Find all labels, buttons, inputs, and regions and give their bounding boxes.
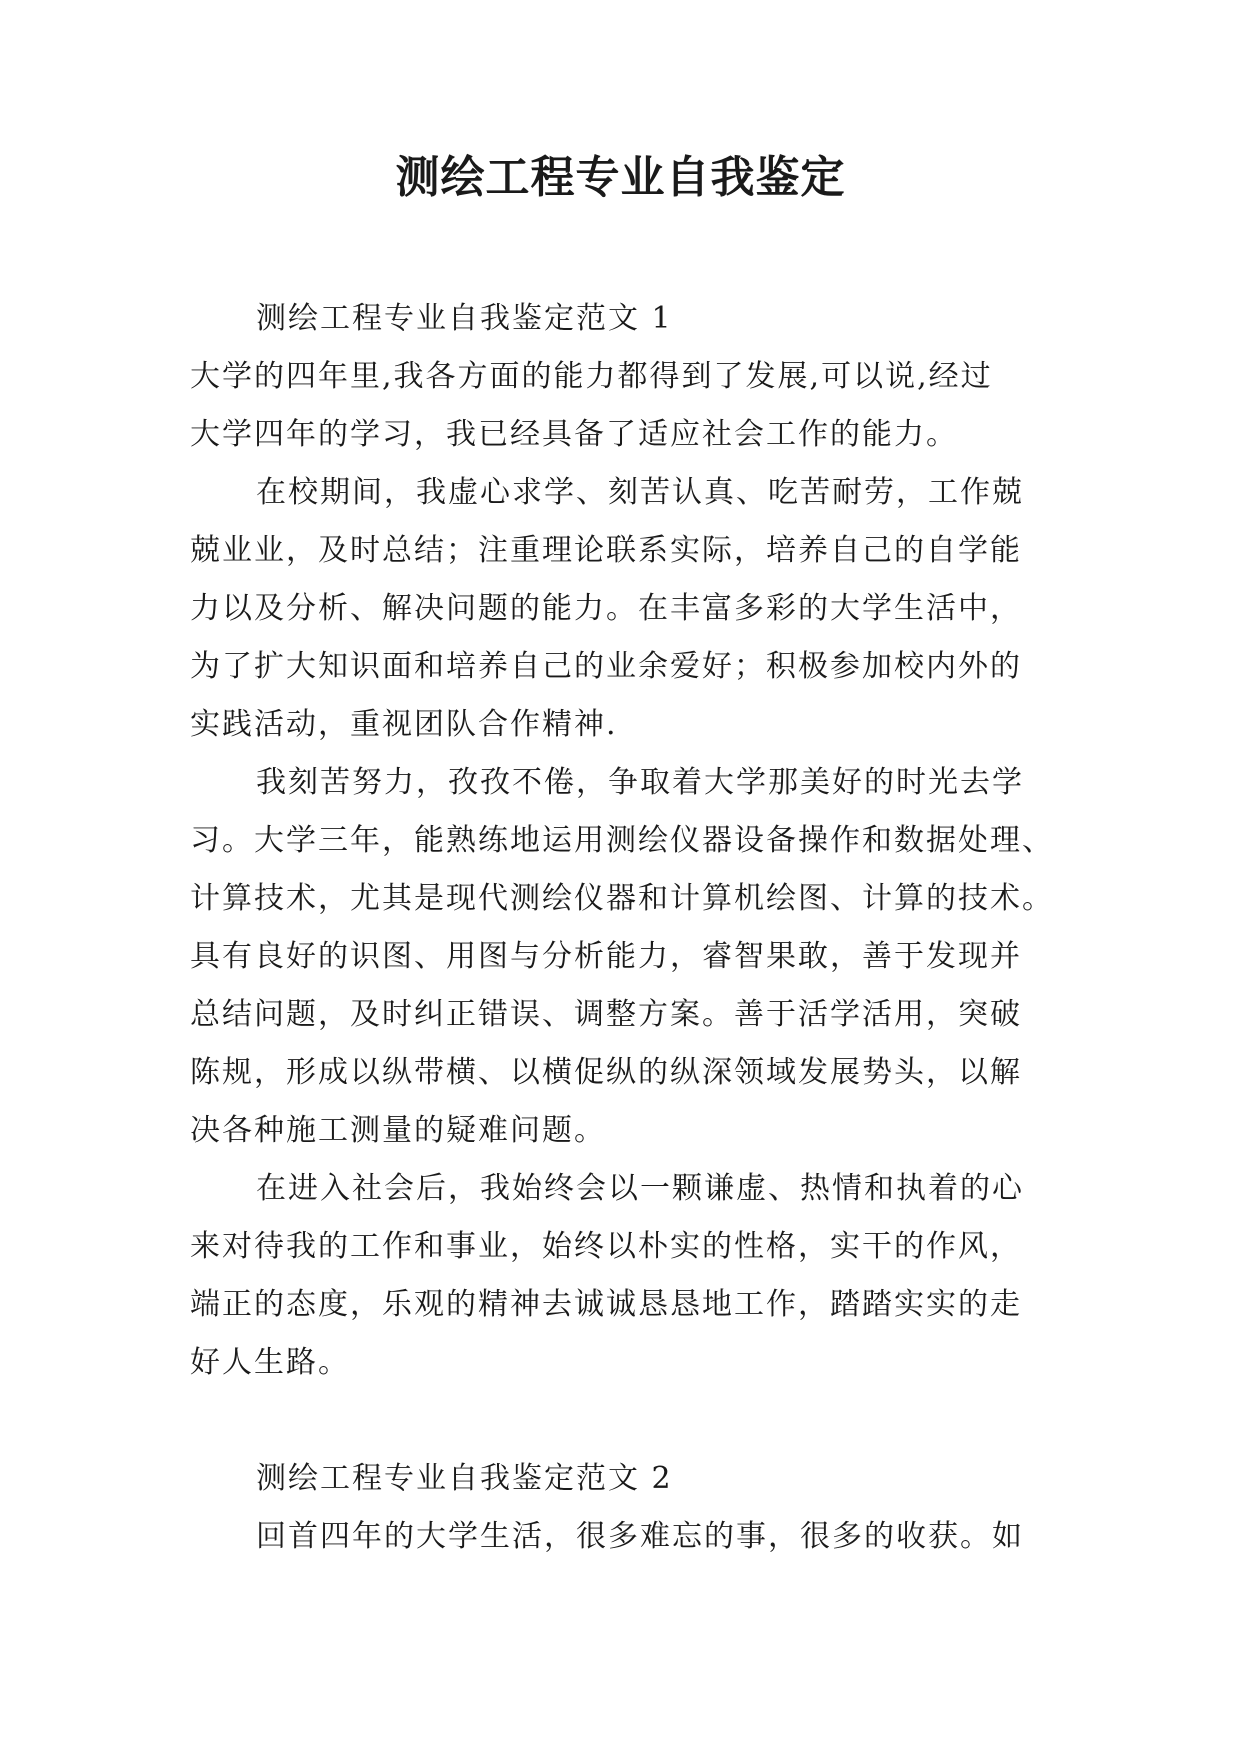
text-line: 力以及分析、解决问题的能力。在丰富多彩的大学生活中，	[190, 591, 1022, 626]
section-heading: 测绘工程专业自我鉴定范文 2	[256, 1461, 673, 1496]
text-line: 陈规，形成以纵带横、以横促纵的纵深领域发展势头，以解	[190, 1055, 1022, 1090]
text-line: 好人生路。	[190, 1345, 350, 1380]
text-line: 来对待我的工作和事业，始终以朴实的性格，实干的作风，	[190, 1229, 1022, 1264]
section-spacer	[190, 1392, 1050, 1450]
text-line: 为了扩大知识面和培养自己的业余爱好；积极参加校内外的	[190, 649, 1022, 684]
text-line: 具有良好的识图、用图与分析能力，睿智果敢，善于发现并	[190, 939, 1022, 974]
text-line: 习。大学三年，能熟练地运用测绘仪器设备操作和数据处理、	[190, 823, 1054, 858]
text-line: 端正的态度，乐观的精神去诚诚恳恳地工作，踏踏实实的走	[190, 1287, 1022, 1322]
document-body	[190, 290, 1054, 1566]
paragraph-4	[190, 1160, 1050, 1392]
section-heading: 测绘工程专业自我鉴定范文 1	[256, 301, 673, 336]
paragraph-1	[190, 348, 1050, 464]
section-1	[190, 290, 1054, 1392]
text-line: 在进入社会后，我始终会以一颗谦虚、热情和执着的心	[256, 1171, 1024, 1206]
text-line: 总结问题，及时纠正错误、调整方案。善于活学活用，突破	[190, 997, 1022, 1032]
text-line: 决各种施工测量的疑难问题。	[190, 1113, 606, 1148]
text-line: 在校期间，我虚心求学、刻苦认真、吃苦耐劳，工作兢	[256, 475, 1024, 510]
text-line: 兢业业，及时总结；注重理论联系实际，培养自己的自学能	[190, 533, 1022, 568]
section-2	[190, 1450, 1050, 1566]
text-line: 大学的四年里,我各方面的能力都得到了发展,可以说,经过	[190, 359, 993, 394]
text-line: 大学四年的学习，我已经具备了适应社会工作的能力。	[190, 417, 958, 452]
document-title: 测绘工程专业自我鉴定	[395, 152, 846, 203]
paragraph-5	[190, 1508, 1050, 1566]
text-line: 实践活动，重视团队合作精神.	[190, 707, 618, 742]
text-line: 我刻苦努力，孜孜不倦，争取着大学那美好的时光去学	[256, 765, 1024, 800]
text-line: 回首四年的大学生活，很多难忘的事，很多的收获。如	[256, 1519, 1024, 1554]
text-line: 计算技术，尤其是现代测绘仪器和计算机绘图、计算的技术。	[190, 881, 1054, 916]
paragraph-3	[190, 754, 1054, 1160]
paragraph-2	[190, 464, 1050, 754]
